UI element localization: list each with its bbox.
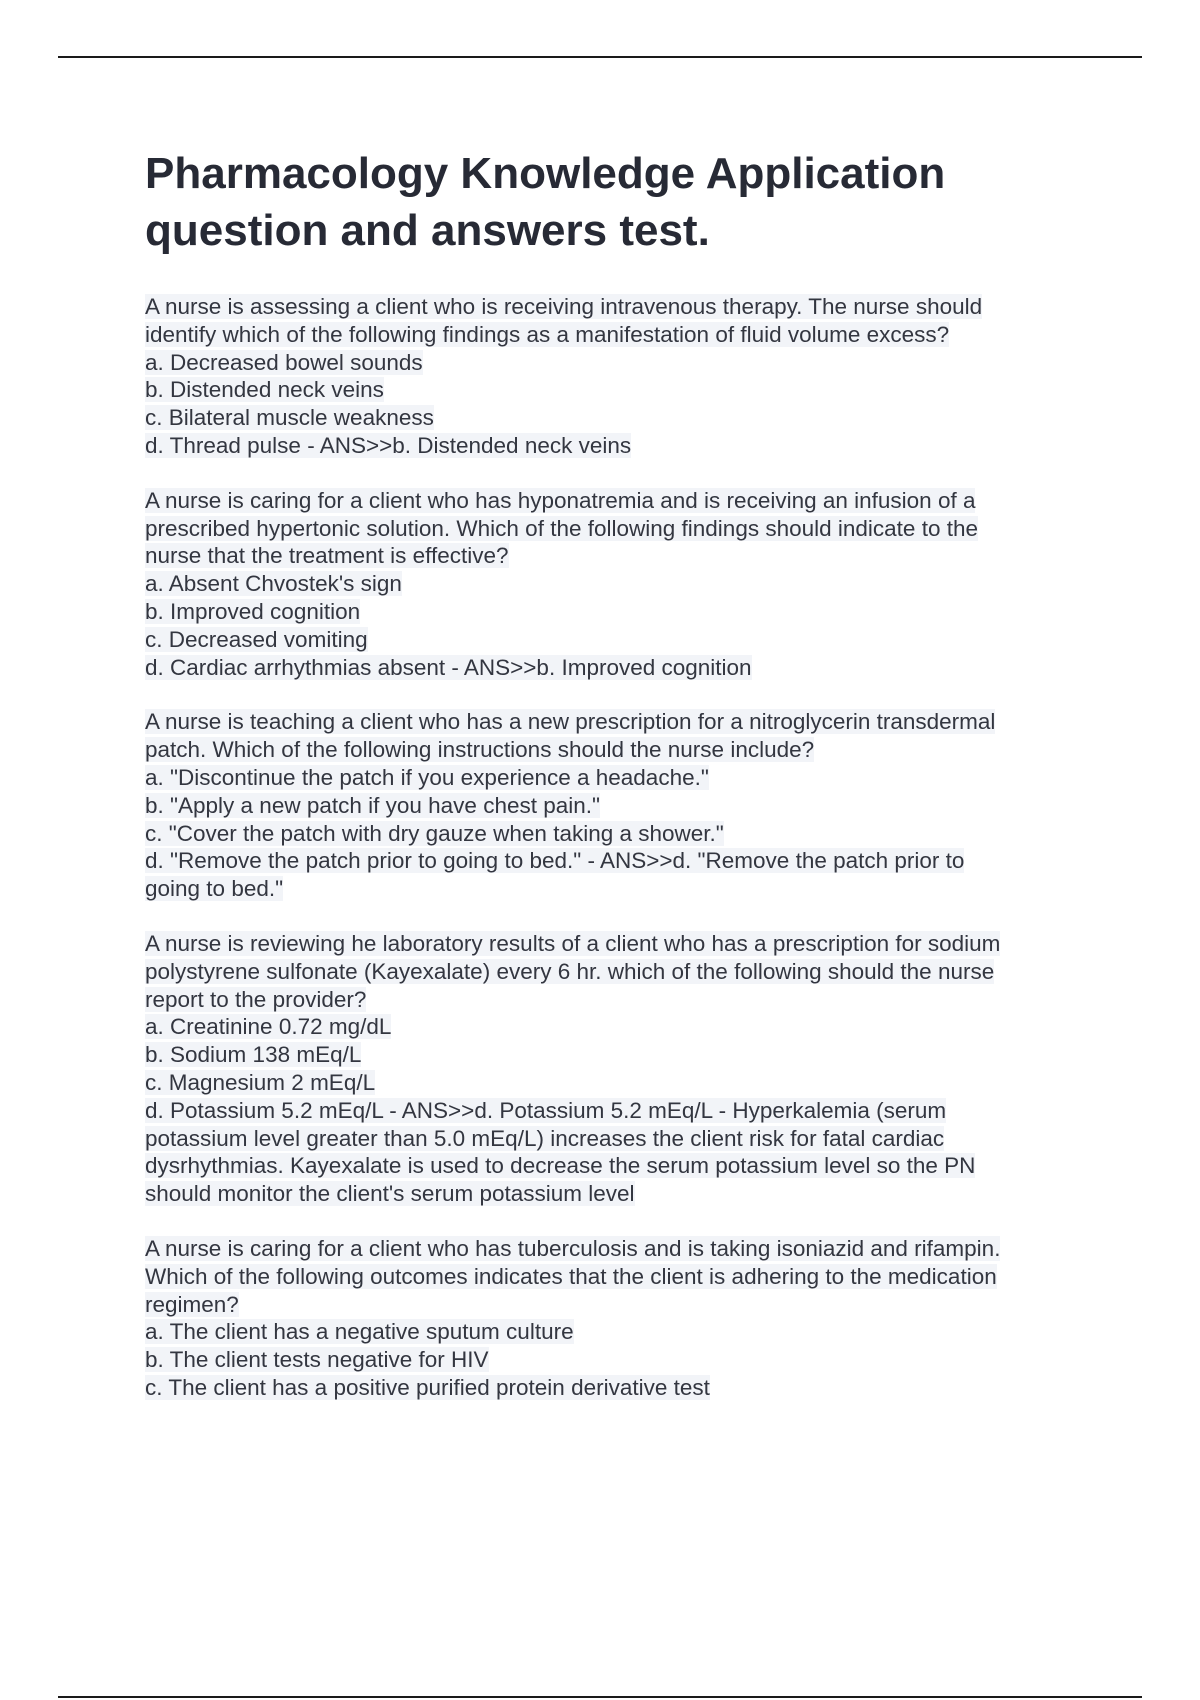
line-text: c. Magnesium 2 mEq/L bbox=[145, 1069, 376, 1095]
line-text: a. Creatinine 0.72 mg/dL bbox=[145, 1014, 392, 1040]
title-line-1: Pharmacology Knowledge Application bbox=[145, 149, 946, 198]
question-line bbox=[145, 1069, 1085, 1097]
line-text: report to the provider? bbox=[145, 986, 367, 1012]
line-text: a. Decreased bowel sounds bbox=[145, 349, 423, 375]
line-text: a. The client has a negative sputum culture bbox=[145, 1319, 574, 1345]
question-line bbox=[145, 1180, 1085, 1208]
line-text: b. The client tests negative for HIV bbox=[145, 1347, 489, 1373]
line-text: a. "Discontinue the patch if you experience a headache." bbox=[145, 764, 709, 790]
footer-rule bbox=[58, 1696, 1142, 1698]
question-line bbox=[145, 1125, 1085, 1153]
question-line bbox=[145, 1374, 1085, 1402]
line-text: d. Thread pulse - ANS>>b. Distended neck veins bbox=[145, 432, 632, 458]
question-line bbox=[145, 1152, 1085, 1180]
question-text-line bbox=[145, 487, 1085, 515]
question-line bbox=[145, 1318, 1085, 1346]
line-text: identify which of the following findings as a manifestation of fluid volume excess? bbox=[145, 321, 950, 347]
question-line bbox=[145, 764, 1085, 792]
question-list bbox=[145, 293, 1085, 1402]
question-text-line bbox=[145, 293, 1085, 321]
question-text-line bbox=[145, 930, 1085, 958]
question-line bbox=[145, 736, 1085, 764]
line-text: prescribed hypertonic solution. Which of the following findings should indicate to the bbox=[145, 515, 978, 541]
question-block bbox=[145, 930, 1085, 1208]
question-line bbox=[145, 598, 1085, 626]
line-text: c. Decreased vomiting bbox=[145, 626, 368, 652]
question-line bbox=[145, 986, 1085, 1014]
question-line bbox=[145, 654, 1085, 682]
line-text: patch. Which of the following instructions should the nurse include? bbox=[145, 737, 815, 763]
line-text: polystyrene sulfonate (Kayexalate) every 6 hr. which of the following should the nurse bbox=[145, 958, 995, 984]
question-line bbox=[145, 376, 1085, 404]
line-text: should monitor the client's serum potassium level bbox=[145, 1181, 635, 1207]
question-line bbox=[145, 847, 1085, 875]
line-text: potassium level greater than 5.0 mEq/L) increases the client risk for fatal cardiac bbox=[145, 1125, 945, 1151]
question-line bbox=[145, 321, 1085, 349]
question-line bbox=[145, 1013, 1085, 1041]
line-text: A nurse is assessing a client who is receiving intravenous therapy. The nurse should bbox=[145, 294, 983, 319]
question-line bbox=[145, 875, 1085, 903]
title-line-2: question and answers test. bbox=[145, 206, 710, 255]
question-block bbox=[145, 487, 1085, 682]
line-text: A nurse is teaching a client who has a new prescription for a nitroglycerin transdermal bbox=[145, 709, 996, 735]
document-body bbox=[145, 145, 1085, 1429]
question-line bbox=[145, 1291, 1085, 1319]
question-block bbox=[145, 293, 1085, 460]
question-line bbox=[145, 404, 1085, 432]
line-text: going to bed." bbox=[145, 876, 284, 902]
question-block bbox=[145, 1235, 1085, 1402]
question-line bbox=[145, 1263, 1085, 1291]
line-text: c. The client has a positive purified protein derivative test bbox=[145, 1374, 710, 1400]
question-text-line bbox=[145, 708, 1085, 736]
question-line bbox=[145, 570, 1085, 598]
question-line bbox=[145, 1346, 1085, 1374]
question-line bbox=[145, 820, 1085, 848]
line-text: A nurse is reviewing he laboratory results of a client who has a prescription for sodium bbox=[145, 930, 1001, 956]
line-text: d. Potassium 5.2 mEq/L - ANS>>d. Potassium 5.2 mEq/L - Hyperkalemia (serum bbox=[145, 1097, 947, 1123]
question-block bbox=[145, 708, 1085, 903]
line-text: d. Cardiac arrhythmias absent - ANS>>b. Improved cognition bbox=[145, 654, 752, 680]
question-line bbox=[145, 626, 1085, 654]
line-text: b. Improved cognition bbox=[145, 598, 361, 624]
question-line bbox=[145, 515, 1085, 543]
line-text: c. "Cover the patch with dry gauze when taking a shower." bbox=[145, 820, 724, 846]
line-text: nurse that the treatment is effective? bbox=[145, 543, 509, 569]
line-text: b. Sodium 138 mEq/L bbox=[145, 1042, 362, 1068]
line-text: regimen? bbox=[145, 1291, 239, 1317]
question-line bbox=[145, 1041, 1085, 1069]
line-text: b. Distended neck veins bbox=[145, 377, 384, 403]
question-line bbox=[145, 349, 1085, 377]
line-text: A nurse is caring for a client who has hyponatremia and is receiving an infusion of a bbox=[145, 487, 976, 513]
question-line bbox=[145, 792, 1085, 820]
question-line bbox=[145, 1097, 1085, 1125]
question-text-line bbox=[145, 1235, 1085, 1263]
line-text: dysrhythmias. Kayexalate is used to decrease the serum potassium level so the PN bbox=[145, 1153, 976, 1179]
line-text: c. Bilateral muscle weakness bbox=[145, 405, 434, 431]
line-text: A nurse is caring for a client who has tuberculosis and is taking isoniazid and rifampin. bbox=[145, 1235, 1001, 1261]
question-line bbox=[145, 958, 1085, 986]
question-line bbox=[145, 542, 1085, 570]
line-text: b. "Apply a new patch if you have chest pain." bbox=[145, 792, 600, 818]
line-text: d. "Remove the patch prior to going to bed." - ANS>>d. "Remove the patch prior to bbox=[145, 848, 965, 874]
question-line bbox=[145, 432, 1085, 460]
document-title bbox=[145, 145, 1085, 259]
line-text: Which of the following outcomes indicates that the client is adhering to the medication bbox=[145, 1263, 997, 1289]
line-text: a. Absent Chvostek's sign bbox=[145, 571, 402, 597]
header-rule bbox=[58, 56, 1142, 58]
